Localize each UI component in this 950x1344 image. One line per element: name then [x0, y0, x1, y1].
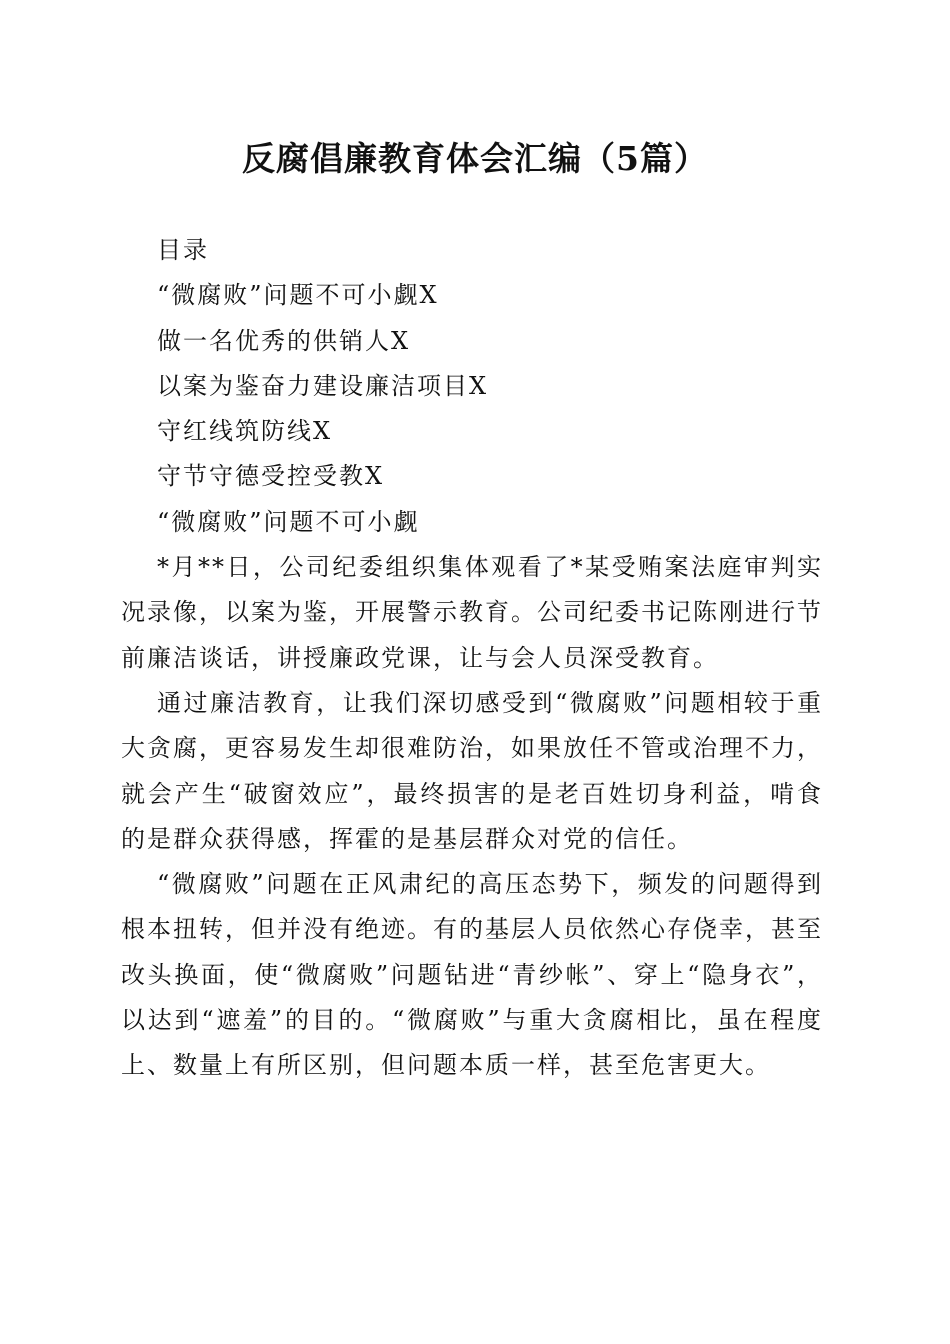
- section-title: “微腐败”问题不可小觑: [157, 507, 420, 536]
- paragraph: “微腐败”问题在正风肃纪的高压态势下，频发的问题得到根本扭转，但并没有绝迹。有的基层人员依然心存侥幸，甚至改头换面，使“微腐败”问题钻进“青纱帐”、穿上“隐身衣”，以达到“遮羞”的目的。“微腐败”与重大贪腐相比，虽在程度上、数量上有所区别，但问题本质一样，甚至危害更大。: [121, 870, 823, 1080]
- toc-item: 以案为鉴奋力建设廉洁项目X: [157, 371, 489, 400]
- document-body: [121, 228, 823, 1089]
- toc-item: 做一名优秀的供销人X: [157, 326, 411, 355]
- paragraph: *月**日，公司纪委组织集体观看了*某受贿案法庭审判实况录像，以案为鉴，开展警示教育。公司纪委书记陈刚进行节前廉洁谈话，讲授廉政党课，让与会人员深受教育。: [121, 553, 823, 672]
- toc-item: 守节守德受控受教X: [157, 462, 385, 491]
- document-title: 反腐倡廉教育体会汇编（5篇）: [242, 139, 708, 178]
- toc-item: 守红线筑防线X: [157, 417, 333, 446]
- toc-label: 目录: [157, 236, 209, 264]
- toc-item: “微腐败”问题不可小觑X: [157, 281, 439, 310]
- paragraph: 通过廉洁教育，让我们深切感受到“微腐败”问题相较于重大贪腐，更容易发生却很难防治，如果放任不管或治理不力，就会产生“破窗效应”，最终损害的是老百姓切身利益，啃食的是群众获得感，挥霍的是基层群众对党的信任。: [121, 688, 823, 853]
